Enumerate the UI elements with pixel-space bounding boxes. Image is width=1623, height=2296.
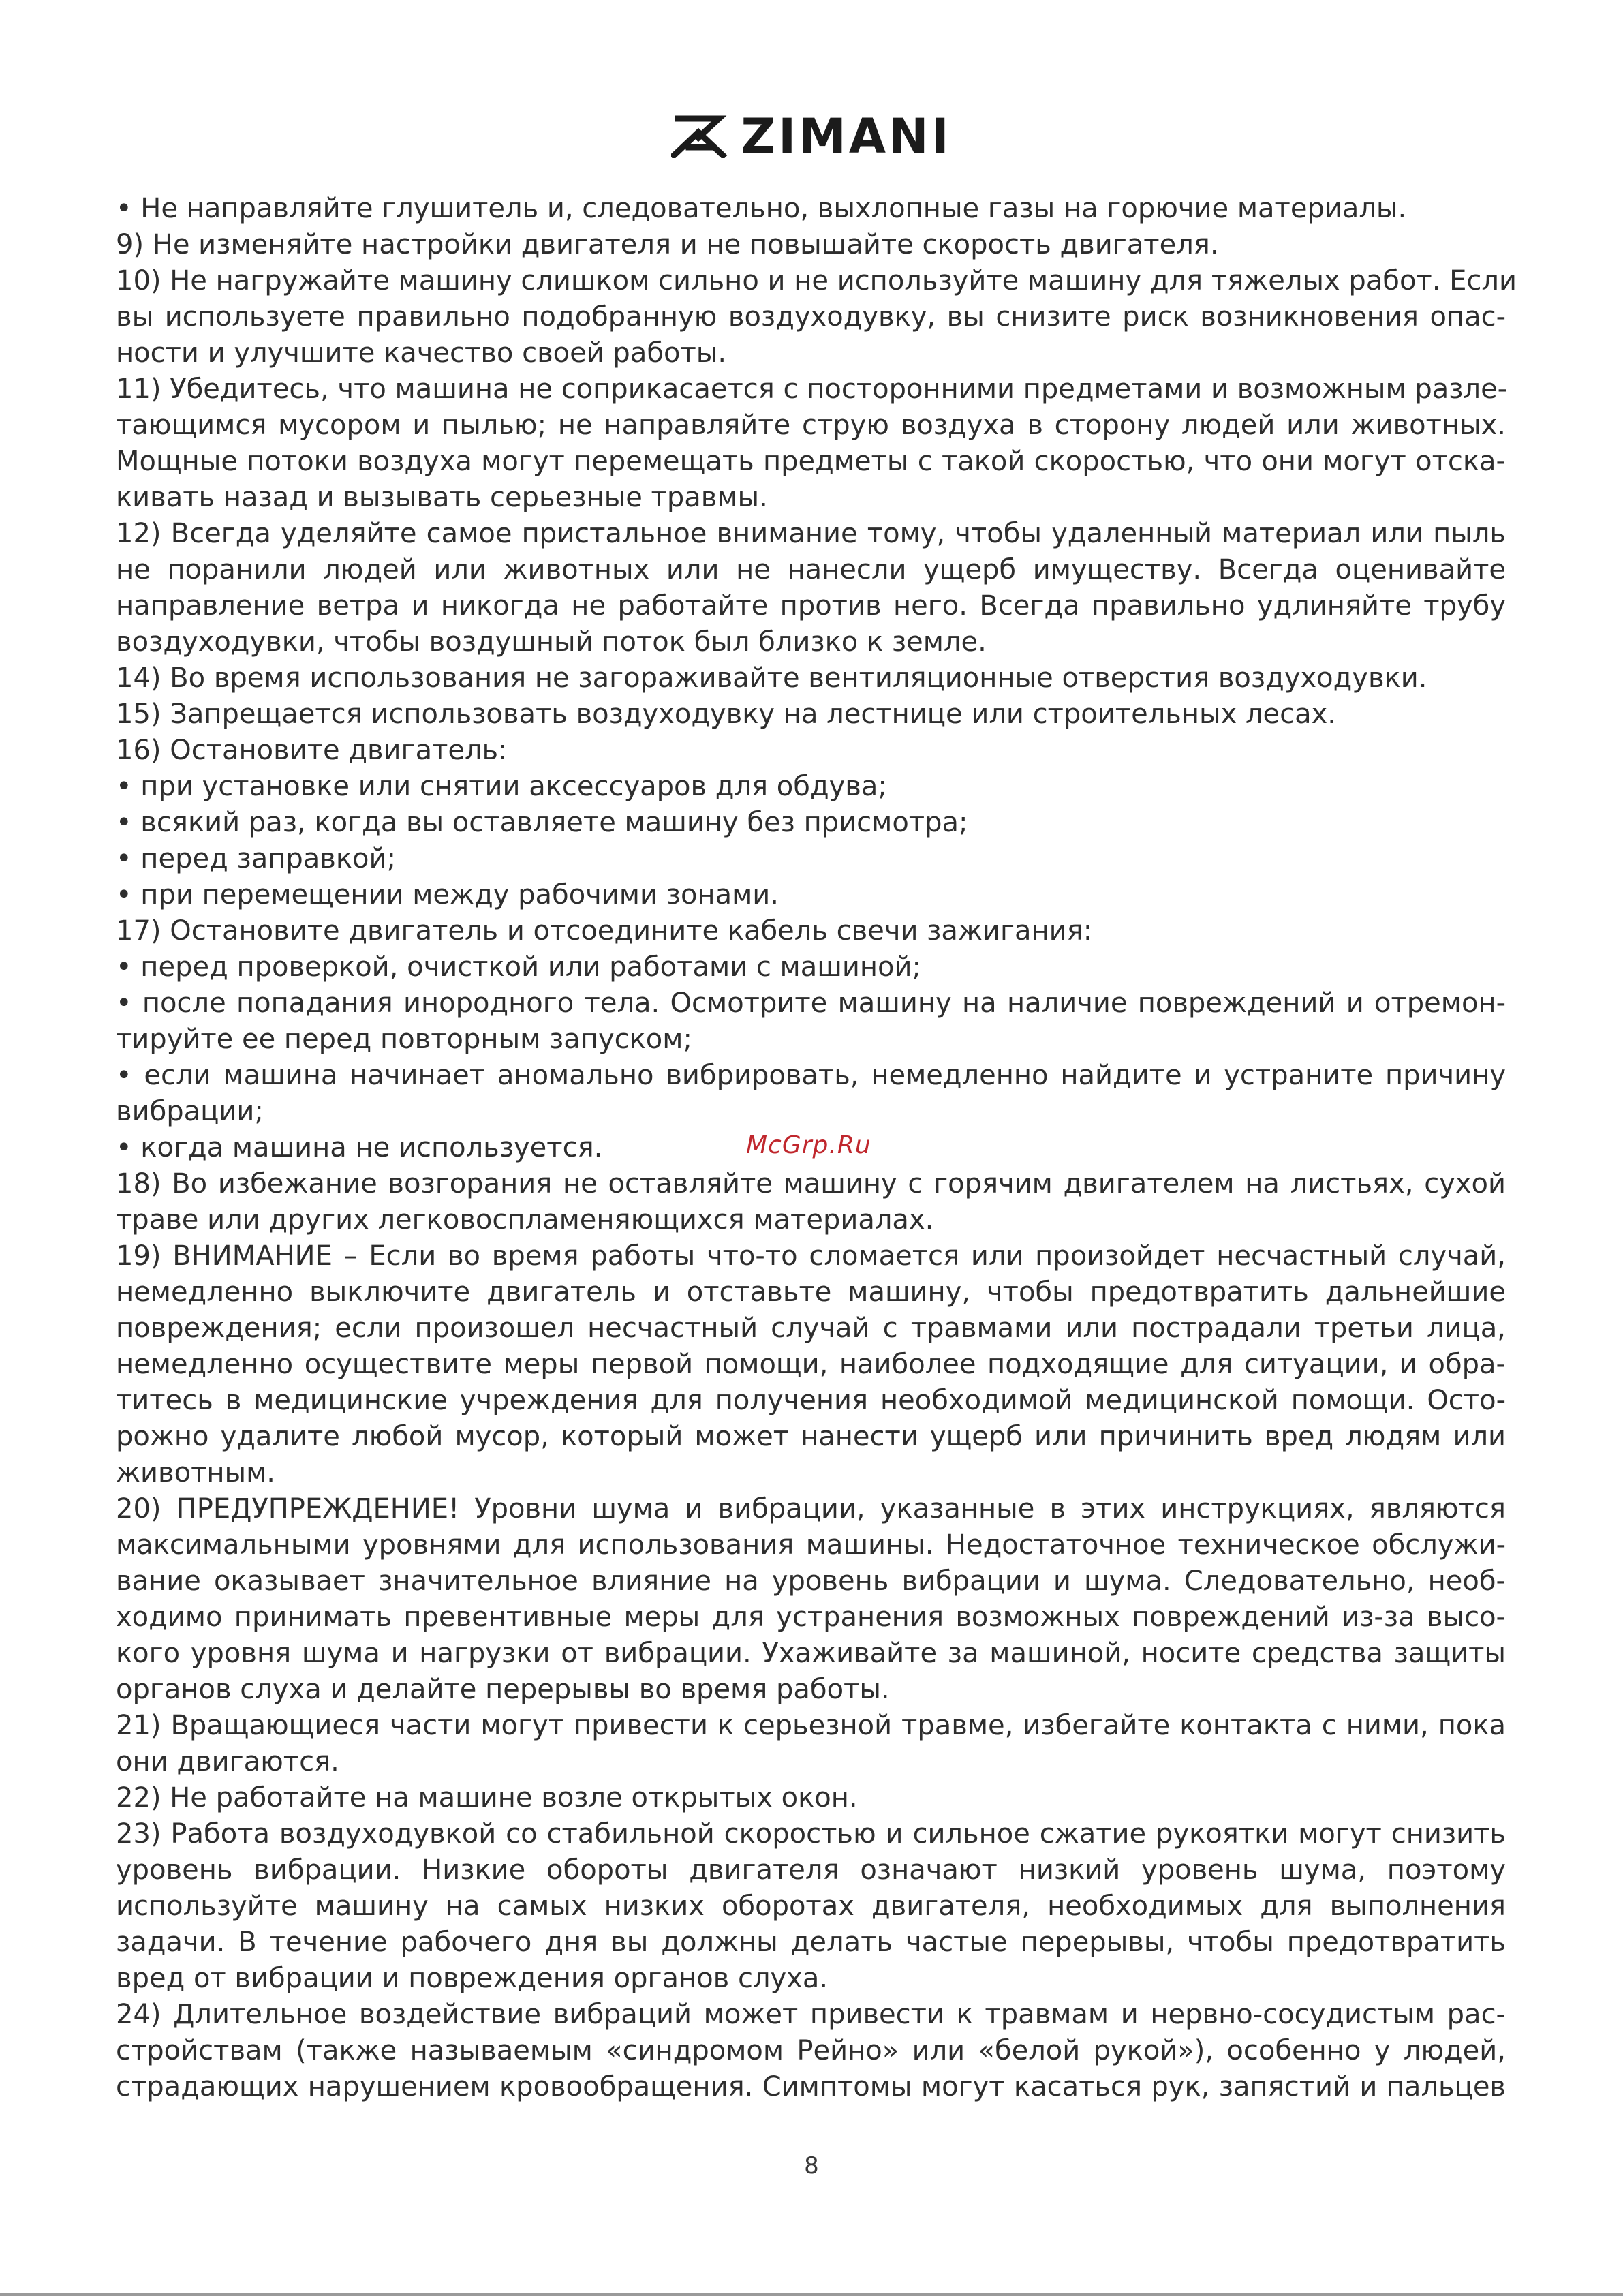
text-line: используйте машину на самых низких оборотах двигателя, необходимых для выполнения (116, 1891, 1506, 1922)
text-line: не поранили людей или животных или не нанесли ущерб имуществу. Всегда оценивайте (116, 554, 1506, 585)
text-line: вы используете правильно подобранную воздуходувку, вы снизите риск возникновения опас- (116, 301, 1506, 333)
text-line: кого уровня шума и нагрузки от вибрации. Ухаживайте за машиной, носите средства защиты (116, 1638, 1506, 1669)
text-line: Мощные потоки воздуха могут перемещать предметы с такой скоростью, что они могут отска- (116, 446, 1506, 477)
text-line: тающимся мусором и пылью; не направляйте струю воздуха в сторону людей или животных. (116, 410, 1506, 441)
text-line: 18) Во избежание возгорания не оставляйте машину с горячим двигателем на листьях, сухой (116, 1168, 1506, 1199)
text-line: вание оказывает значительное влияние на уровень вибрации и шума. Следовательно, необ- (116, 1565, 1506, 1597)
text-line: повреждения; если произошел несчастный случай с травмами или пострадали третьи лица, (116, 1313, 1506, 1344)
text-line: немедленно осуществите меры первой помощи, наиболее подходящие для ситуации, и обра- (116, 1349, 1506, 1380)
text-line: • если машина начинает аномально вибрировать, немедленно найдите и устраните причину (116, 1060, 1506, 1091)
text-line: • когда машина не используется. (116, 1132, 603, 1163)
text-line: вред от вибрации и повреждения органов слуха. (116, 1963, 829, 1994)
text-line: 17) Остановите двигатель и отсоедините кабель свечи зажигания: (116, 915, 1093, 947)
text-line: • перед проверкой, очисткой или работами с машиной; (116, 951, 921, 983)
text-line: • всякий раз, когда вы оставляете машину без присмотра; (116, 807, 968, 838)
logo-text: ZIMANI (741, 108, 952, 164)
text-line: титесь в медицинские учреждения для получения необходимой медицинской помощи. Осто- (116, 1385, 1506, 1416)
text-line: • при установке или снятии аксессуаров для обдува; (116, 771, 887, 802)
text-line: 11) Убедитесь, что машина не соприкасается с посторонними предметами и возможным разле- (116, 373, 1508, 405)
text-line: воздуходувки, чтобы воздушный поток был близко к земле. (116, 626, 987, 658)
text-line: они двигаются. (116, 1746, 339, 1777)
text-line: 15) Запрещается использовать воздуходувку на лестнице или строительных лесах. (116, 699, 1337, 730)
text-line: рожно удалите любой мусор, который может нанести ущерб или причинить вред людям или (116, 1421, 1506, 1452)
text-line: 22) Не работайте на машине возле открытых окон. (116, 1782, 858, 1813)
text-line: 12) Всегда уделяйте самое пристальное внимание тому, чтобы удаленный материал или пыль (116, 518, 1506, 549)
text-line: уровень вибрации. Низкие обороты двигателя означают низкий уровень шума, поэтому (116, 1854, 1506, 1886)
text-line: кивать назад и вызывать серьезные травмы. (116, 482, 768, 513)
text-line: • после попадания инородного тела. Осмотрите машину на наличие повреждений и отремон- (116, 988, 1506, 1019)
page-number: 8 (804, 2152, 819, 2179)
text-line: ности и улучшите качество своей работы. (116, 337, 727, 369)
page-bottom-rule (0, 2293, 1623, 2296)
text-line: 20) ПРЕДУПРЕЖДЕНИЕ! Уровни шума и вибрации, указанные в этих инструкциях, являются (116, 1493, 1506, 1525)
text-line: ходимо принимать превентивные меры для устранения возможных повреждений из-за высо- (116, 1602, 1506, 1633)
watermark: McGrp.Ru (746, 1131, 871, 1159)
text-line: немедленно выключите двигатель и отставьте машину, чтобы предотвратить дальнейшие (116, 1276, 1506, 1308)
text-line: направление ветра и никогда не работайте против него. Всегда правильно удлиняйте трубу (116, 590, 1506, 622)
brand-logo (0, 109, 1623, 164)
text-line: стройствам (также называемым «синдромом Рейно» или «белой рукой»), особенно у людей, (116, 2035, 1506, 2066)
text-line: максимальными уровнями для использования машины. Недостаточное техническое обслужи- (116, 1529, 1506, 1561)
text-line: • Не направляйте глушитель и, следовательно, выхлопные газы на горючие материалы. (116, 193, 1407, 224)
text-line: траве или других легковоспламеняющихся материалах. (116, 1204, 934, 1236)
zimani-logo-icon (671, 114, 728, 158)
text-line: • при перемещении между рабочими зонами. (116, 879, 779, 910)
text-line: органов слуха и делайте перерывы во время работы. (116, 1674, 890, 1705)
text-line: 23) Работа воздуходувкой со стабильной скоростью и сильное сжатие рукоятки могут снизить (116, 1818, 1506, 1850)
text-line: • перед заправкой; (116, 843, 396, 874)
text-line: вибрации; (116, 1096, 264, 1127)
text-line: тируйте ее перед повторным запуском; (116, 1024, 692, 1055)
text-line: 16) Остановите двигатель: (116, 735, 508, 766)
text-line: 9) Не изменяйте настройки двигателя и не повышайте скорость двигателя. (116, 229, 1219, 260)
text-line: животным. (116, 1457, 276, 1488)
text-line: страдающих нарушением кровообращения. Симптомы могут касаться рук, запястий и пальцев (116, 2071, 1506, 2102)
text-line: 21) Вращающиеся части могут привести к серьезной травме, избегайте контакта с ними, пока (116, 1710, 1506, 1741)
text-line: задачи. В течение рабочего дня вы должны делать частые перерывы, чтобы предотвратить (116, 1927, 1506, 1958)
text-line: 10) Не нагружайте машину слишком сильно и не используйте машину для тяжелых работ. Если (116, 265, 1517, 296)
text-line: 14) Во время использования не загораживайте вентиляционные отверстия воздуходувки. (116, 662, 1427, 694)
text-line: 19) ВНИМАНИЕ – Если во время работы что-то сломается или произойдет несчастный случай, (116, 1240, 1506, 1272)
text-line: 24) Длительное воздействие вибраций может привести к травмам и нервно-сосудистым рас- (116, 1999, 1506, 2030)
